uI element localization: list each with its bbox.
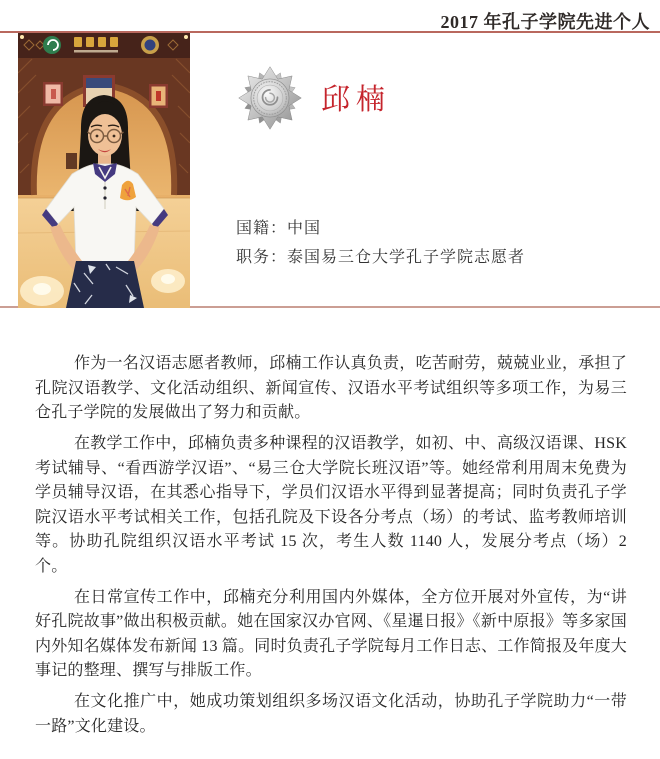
nationality-label: 国籍：	[236, 220, 288, 237]
bio-paragraph: 在教学工作中，邱楠负责多种课程的汉语教学，如初、中、高级汉语课、HSK 考试辅导、“看西游学汉语”、“易三仓大学院长班汉语”等。她经常利用周末免费为学员辅导汉语，在其悉心指导下，学员们汉语水平得到显著提高；同时负责孔子学院汉语水平考试相关工作，包括孔院及下设各分考点（场）的考试、监考教师培训等。协助孔院组织汉语水平考试 15 次，考生人数 1140 人，发展分考点（场）2 个。	[35, 435, 627, 575]
bio-text	[35, 352, 627, 746]
nationality-value: 中国	[287, 220, 322, 237]
profile-info	[236, 214, 525, 272]
page-header-title: 2017 年孔子学院先进个人	[440, 12, 650, 32]
profile-photo	[18, 33, 190, 308]
position-value: 泰国易三仓大学孔子学院志愿者	[287, 249, 526, 266]
page-header	[0, 0, 660, 33]
portrait-photo-illustration	[18, 33, 190, 308]
bio-paragraph: 在文化推广中，她成功策划组织多场汉语文化活动，协助孔子学院助力“一带一路”文化建设。	[35, 693, 627, 735]
bio-paragraph: 在日常宣传工作中，邱楠充分利用国内外媒体，全方位开展对外宣传，为“讲好孔院故事”做出积极贡献。她在国家汉办官网、《星暹日报》《新中原报》等多家国内外知名媒体发布新闻 13 篇。同时负责孔子学院每月工作日志、工作简报及年度大事记的整理、撰写与排版工作。	[35, 588, 627, 679]
person-name: 邱楠	[321, 84, 392, 116]
silver-star-medal-icon	[236, 58, 304, 138]
bio-paragraph: 作为一名汉语志愿者教师，邱楠工作认真负责，吃苦耐劳，兢兢业业，承担了孔院汉语教学、文化活动组织、新闻宣传、汉语水平考试组织等多项工作，为易三仓孔子学院的发展做出了努力和贡献。	[35, 355, 627, 421]
medal-icon	[236, 58, 304, 138]
position-label: 职务：	[236, 249, 288, 266]
nationality-field	[236, 214, 525, 243]
position-field	[236, 243, 525, 272]
